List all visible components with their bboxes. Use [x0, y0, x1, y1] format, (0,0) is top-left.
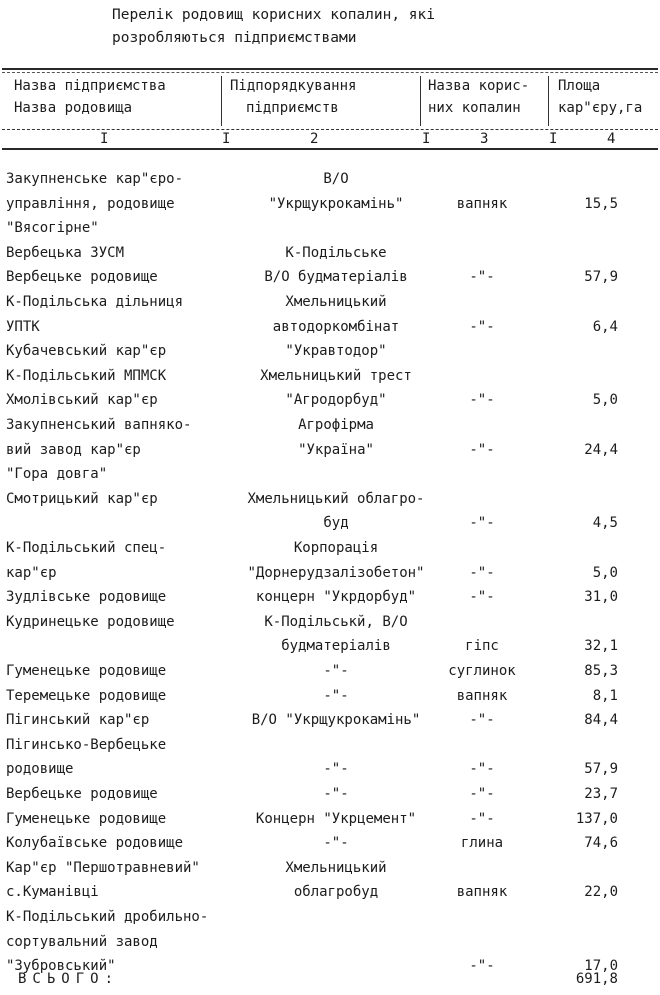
row-subordination-cell: Хмельницький облагро- — [247, 491, 425, 507]
row-area-cell: 84,4 — [584, 712, 618, 728]
row-subordination-cell: Корпорація — [293, 540, 379, 556]
row-name-cell: Вербецьке родовище — [6, 269, 158, 285]
row-subordination-cell: -"- — [323, 761, 349, 777]
row-subordination-cell: В/О — [323, 171, 349, 187]
row-name-cell: кар"єр — [6, 565, 57, 581]
row-name-cell: Вербецька ЗУСМ — [6, 245, 125, 261]
row-subordination-cell: "Агродорбуд" — [285, 392, 387, 408]
table-top-rule-dashed — [2, 72, 658, 73]
row-name-cell: родовище — [6, 761, 74, 777]
row-subordination-cell: "Україна" — [298, 442, 374, 458]
row-area-cell: 57,9 — [584, 269, 618, 285]
header-col1-line1: Назва підприємства — [14, 78, 166, 94]
row-mineral-cell: гіпс — [465, 638, 499, 654]
row-area-cell: 74,6 — [584, 835, 618, 851]
header-col2-line1: Підпорядкування — [230, 78, 357, 94]
row-area-cell: 5,0 — [592, 565, 618, 581]
row-name-cell: Гуменецьке родовище — [6, 811, 167, 827]
row-subordination-cell: будматеріалів — [281, 638, 391, 654]
column-number-separator: I — [422, 131, 431, 147]
row-name-cell: Колубаївське родовище — [6, 835, 184, 851]
row-subordination-cell: буд — [323, 515, 349, 531]
row-subordination-cell: -"- — [323, 688, 349, 704]
row-subordination-cell: концерн "Укрдорбуд" — [255, 589, 417, 605]
row-name-cell: Кар"єр "Першотравневий" — [6, 860, 200, 876]
row-mineral-cell: -"- — [469, 811, 495, 827]
row-area-cell: 6,4 — [592, 319, 618, 335]
row-mineral-cell: -"- — [469, 269, 495, 285]
row-name-cell: вий завод кар"єр — [6, 442, 141, 458]
row-mineral-cell: -"- — [469, 786, 495, 802]
row-name-cell: "Зубровський" — [6, 958, 116, 974]
row-subordination-cell: В/О "Укрщукрокамінь" — [251, 712, 421, 728]
row-mineral-cell: -"- — [469, 515, 495, 531]
row-mineral-cell: -"- — [469, 761, 495, 777]
row-name-cell: К-Подільський МПМСК — [6, 368, 167, 384]
row-area-cell: 137,0 — [575, 811, 618, 827]
row-name-cell: управління, родовище — [6, 196, 175, 212]
row-mineral-cell: -"- — [469, 319, 495, 335]
header-col1-line2: Назва родовища — [14, 100, 133, 116]
row-area-cell: 32,1 — [584, 638, 618, 654]
row-subordination-cell: Агрофірма — [298, 417, 374, 433]
row-name-cell: Закупненський вапняко- — [6, 417, 192, 433]
header-bottom-rule — [2, 148, 658, 150]
row-name-cell: с.Куманівці — [6, 884, 99, 900]
row-subordination-cell: "Укрщукрокамінь" — [268, 196, 404, 212]
row-name-cell: УПТК — [6, 319, 40, 335]
document-title-line-1: Перелік родовищ корисних копалин, які — [112, 7, 436, 23]
header-column-divider-1 — [221, 76, 222, 126]
row-subordination-cell: В/О будматеріалів — [264, 269, 408, 285]
row-mineral-cell: -"- — [469, 712, 495, 728]
row-area-cell: 15,5 — [584, 196, 618, 212]
row-subordination-cell: Концерн "Укрцемент" — [255, 811, 417, 827]
column-number-2: 2 — [310, 131, 319, 147]
row-area-cell: 5,0 — [592, 392, 618, 408]
row-name-cell: К-Подільський спец- — [6, 540, 167, 556]
total-value: 691,8 — [575, 971, 618, 987]
row-name-cell: К-Подільська дільниця — [6, 294, 184, 310]
row-subordination-cell: К-Подільськй, В/О — [264, 614, 408, 630]
row-area-cell: 17,0 — [584, 958, 618, 974]
row-name-cell: Пігинсько-Вербецьке — [6, 737, 167, 753]
row-name-cell: "Гора довга" — [6, 466, 108, 482]
header-column-divider-3 — [548, 76, 549, 126]
row-name-cell: Кубачевський кар"єр — [6, 343, 167, 359]
row-name-cell: Теремецьке родовище — [6, 688, 167, 704]
row-name-cell: Зудлівське родовище — [6, 589, 167, 605]
header-col3-line2: них копалин — [428, 100, 521, 116]
table-top-rule — [2, 68, 658, 70]
header-col4-line2: кар"єру,га — [558, 100, 643, 116]
column-number-separator: I — [549, 131, 558, 147]
row-mineral-cell: глина — [460, 835, 504, 851]
row-area-cell: 31,0 — [584, 589, 618, 605]
document-title-line-2: розробляються підприємствами — [112, 30, 357, 46]
column-number-1: I — [100, 131, 109, 147]
row-subordination-cell: -"- — [323, 786, 349, 802]
row-subordination-cell: облагробуд — [293, 884, 379, 900]
row-subordination-cell: автодоркомбінат — [272, 319, 400, 335]
row-area-cell: 85,3 — [584, 663, 618, 679]
row-area-cell: 23,7 — [584, 786, 618, 802]
header-column-divider-2 — [420, 76, 421, 126]
row-mineral-cell: вапняк — [456, 196, 508, 212]
row-name-cell: Хмолівський кар"єр — [6, 392, 158, 408]
header-number-rule — [2, 129, 658, 130]
column-number-separator: I — [222, 131, 231, 147]
row-mineral-cell: -"- — [469, 442, 495, 458]
row-subordination-cell: Хмельницький — [285, 294, 387, 310]
row-area-cell: 4,5 — [592, 515, 618, 531]
row-subordination-cell: К-Подільське — [285, 245, 387, 261]
row-subordination-cell: Хмельницький трест — [260, 368, 412, 384]
row-mineral-cell: -"- — [469, 565, 495, 581]
column-number-3: 3 — [480, 131, 489, 147]
row-mineral-cell: вапняк — [456, 688, 508, 704]
row-subordination-cell: "Дорнерудзалізобетон" — [247, 565, 425, 581]
row-area-cell: 24,4 — [584, 442, 618, 458]
row-subordination-cell: -"- — [323, 835, 349, 851]
row-name-cell: Гуменецьке родовище — [6, 663, 167, 679]
header-col2-line2: підприємств — [246, 100, 339, 116]
row-name-cell: сортувальний завод — [6, 934, 158, 950]
row-subordination-cell: -"- — [323, 663, 349, 679]
total-label: ВСЬОГО: — [18, 971, 120, 987]
row-mineral-cell: суглинок — [448, 663, 516, 679]
row-area-cell: 8,1 — [592, 688, 618, 704]
row-mineral-cell: вапняк — [456, 884, 508, 900]
row-area-cell: 57,9 — [584, 761, 618, 777]
row-area-cell: 22,0 — [584, 884, 618, 900]
row-subordination-cell: "Укравтодор" — [285, 343, 387, 359]
row-mineral-cell: -"- — [469, 589, 495, 605]
row-name-cell: Закупненське кар"єро- — [6, 171, 184, 187]
row-mineral-cell: -"- — [469, 958, 495, 974]
row-subordination-cell: Хмельницький — [285, 860, 387, 876]
row-name-cell: "Вясогірне" — [6, 220, 99, 236]
row-mineral-cell: -"- — [469, 392, 495, 408]
row-name-cell: Пігинський кар"єр — [6, 712, 150, 728]
row-name-cell: Вербецьке родовище — [6, 786, 158, 802]
header-col3-line1: Назва корис- — [428, 78, 530, 94]
row-name-cell: К-Подільський дробильно- — [6, 909, 209, 925]
row-name-cell: Смотрицький кар"єр — [6, 491, 158, 507]
row-name-cell: Кудринецьке родовище — [6, 614, 175, 630]
header-col4-line1: Площа — [558, 78, 601, 94]
column-number-4: 4 — [607, 131, 616, 147]
